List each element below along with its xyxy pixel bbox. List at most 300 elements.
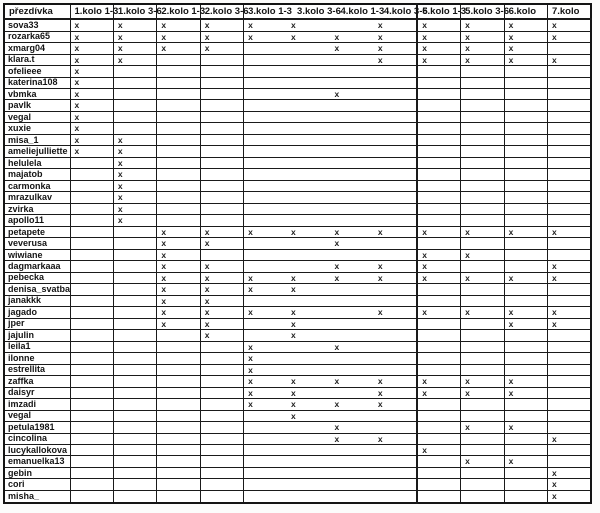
round-mark-cell[interactable]: x <box>374 19 417 31</box>
round-mark-cell[interactable]: x <box>461 272 504 283</box>
round-empty-cell[interactable] <box>244 146 287 157</box>
round-mark-cell[interactable]: x <box>244 307 287 318</box>
round-empty-cell[interactable] <box>417 203 460 214</box>
round-empty-cell[interactable] <box>461 66 504 77</box>
round-empty-cell[interactable] <box>287 467 330 478</box>
round-empty-cell[interactable] <box>547 157 591 168</box>
round-empty-cell[interactable] <box>70 215 113 226</box>
round-empty-cell[interactable] <box>287 422 330 433</box>
round-empty-cell[interactable] <box>287 238 330 249</box>
round-empty-cell[interactable] <box>70 318 113 329</box>
round-empty-cell[interactable] <box>417 180 460 191</box>
round-empty-cell[interactable] <box>244 330 287 341</box>
round-mark-cell[interactable]: x <box>157 284 200 295</box>
round-empty-cell[interactable] <box>374 249 417 260</box>
round-empty-cell[interactable] <box>70 433 113 444</box>
round-empty-cell[interactable] <box>200 387 243 398</box>
round-empty-cell[interactable] <box>504 77 547 88</box>
round-empty-cell[interactable] <box>287 445 330 456</box>
player-name-cell[interactable]: cincolina <box>4 433 70 444</box>
round-empty-cell[interactable] <box>287 203 330 214</box>
round-mark-cell[interactable]: x <box>244 284 287 295</box>
player-name-cell[interactable]: ilonne <box>4 353 70 364</box>
round-empty-cell[interactable] <box>244 111 287 122</box>
round-empty-cell[interactable] <box>504 238 547 249</box>
round-mark-cell[interactable]: x <box>461 376 504 387</box>
round-empty-cell[interactable] <box>330 364 373 375</box>
round-empty-cell[interactable] <box>157 66 200 77</box>
player-name-cell[interactable]: imzadi <box>4 399 70 410</box>
round-empty-cell[interactable] <box>504 330 547 341</box>
round-empty-cell[interactable] <box>547 192 591 203</box>
round-empty-cell[interactable] <box>547 43 591 54</box>
round-empty-cell[interactable] <box>330 215 373 226</box>
round-empty-cell[interactable] <box>504 445 547 456</box>
round-empty-cell[interactable] <box>287 433 330 444</box>
round-mark-cell[interactable]: x <box>504 43 547 54</box>
round-empty-cell[interactable] <box>113 111 156 122</box>
round-mark-cell[interactable]: x <box>113 215 156 226</box>
round-empty-cell[interactable] <box>70 479 113 490</box>
player-name-cell[interactable]: misha_ <box>4 490 70 503</box>
round-mark-cell[interactable]: x <box>113 146 156 157</box>
round-mark-cell[interactable]: x <box>504 272 547 283</box>
round-empty-cell[interactable] <box>113 284 156 295</box>
round-empty-cell[interactable] <box>200 77 243 88</box>
round-empty-cell[interactable] <box>374 341 417 352</box>
round-empty-cell[interactable] <box>200 353 243 364</box>
round-mark-cell[interactable]: x <box>504 54 547 65</box>
round-empty-cell[interactable] <box>547 422 591 433</box>
round-empty-cell[interactable] <box>113 433 156 444</box>
round-mark-cell[interactable]: x <box>461 19 504 31</box>
round-empty-cell[interactable] <box>504 123 547 134</box>
round-empty-cell[interactable] <box>547 100 591 111</box>
round-empty-cell[interactable] <box>157 467 200 478</box>
round-empty-cell[interactable] <box>244 77 287 88</box>
round-empty-cell[interactable] <box>547 146 591 157</box>
round-empty-cell[interactable] <box>547 123 591 134</box>
round-mark-cell[interactable]: x <box>504 19 547 31</box>
round-empty-cell[interactable] <box>330 192 373 203</box>
round-empty-cell[interactable] <box>113 490 156 503</box>
round-mark-cell[interactable]: x <box>113 43 156 54</box>
round-empty-cell[interactable] <box>330 249 373 260</box>
round-empty-cell[interactable] <box>113 445 156 456</box>
round-empty-cell[interactable] <box>287 353 330 364</box>
round-empty-cell[interactable] <box>200 422 243 433</box>
round-empty-cell[interactable] <box>504 433 547 444</box>
round-empty-cell[interactable] <box>374 295 417 306</box>
round-empty-cell[interactable] <box>70 307 113 318</box>
round-empty-cell[interactable] <box>200 88 243 99</box>
round-empty-cell[interactable] <box>244 203 287 214</box>
round-empty-cell[interactable] <box>547 376 591 387</box>
round-empty-cell[interactable] <box>200 479 243 490</box>
round-empty-cell[interactable] <box>244 100 287 111</box>
round-empty-cell[interactable] <box>287 157 330 168</box>
round-mark-cell[interactable]: x <box>113 192 156 203</box>
round-empty-cell[interactable] <box>70 295 113 306</box>
round-empty-cell[interactable] <box>374 134 417 145</box>
round-mark-cell[interactable]: x <box>244 364 287 375</box>
round-empty-cell[interactable] <box>287 146 330 157</box>
round-empty-cell[interactable] <box>287 43 330 54</box>
player-name-cell[interactable]: carmonka <box>4 180 70 191</box>
round-empty-cell[interactable] <box>461 399 504 410</box>
round-empty-cell[interactable] <box>244 445 287 456</box>
round-empty-cell[interactable] <box>287 341 330 352</box>
round-mark-cell[interactable]: x <box>330 226 373 237</box>
round-empty-cell[interactable] <box>113 318 156 329</box>
round-empty-cell[interactable] <box>244 66 287 77</box>
round-empty-cell[interactable] <box>287 123 330 134</box>
round-mark-cell[interactable]: x <box>417 387 460 398</box>
round-empty-cell[interactable] <box>461 88 504 99</box>
round-empty-cell[interactable] <box>461 261 504 272</box>
round-empty-cell[interactable] <box>287 134 330 145</box>
round-mark-cell[interactable]: x <box>374 54 417 65</box>
round-empty-cell[interactable] <box>330 169 373 180</box>
round-empty-cell[interactable] <box>330 387 373 398</box>
round-mark-cell[interactable]: x <box>113 203 156 214</box>
player-name-cell[interactable]: vegal <box>4 111 70 122</box>
round-empty-cell[interactable] <box>461 445 504 456</box>
round-mark-cell[interactable]: x <box>417 307 460 318</box>
round-empty-cell[interactable] <box>287 88 330 99</box>
round-column-header[interactable]: 3.kolo 1-3 <box>244 4 287 19</box>
round-mark-cell[interactable]: x <box>461 387 504 398</box>
round-empty-cell[interactable] <box>374 123 417 134</box>
round-column-header[interactable]: 1.kolo 3-6 <box>113 4 156 19</box>
round-empty-cell[interactable] <box>157 445 200 456</box>
round-empty-cell[interactable] <box>547 180 591 191</box>
round-empty-cell[interactable] <box>113 364 156 375</box>
round-empty-cell[interactable] <box>113 66 156 77</box>
round-empty-cell[interactable] <box>157 180 200 191</box>
round-empty-cell[interactable] <box>113 238 156 249</box>
round-mark-cell[interactable]: x <box>200 19 243 31</box>
player-name-cell[interactable]: veverusa <box>4 238 70 249</box>
round-mark-cell[interactable]: x <box>374 43 417 54</box>
round-empty-cell[interactable] <box>417 295 460 306</box>
round-empty-cell[interactable] <box>417 479 460 490</box>
round-mark-cell[interactable]: x <box>504 226 547 237</box>
round-empty-cell[interactable] <box>70 399 113 410</box>
round-empty-cell[interactable] <box>70 157 113 168</box>
round-empty-cell[interactable] <box>547 445 591 456</box>
round-empty-cell[interactable] <box>157 330 200 341</box>
round-mark-cell[interactable]: x <box>70 111 113 122</box>
round-empty-cell[interactable] <box>330 410 373 421</box>
round-mark-cell[interactable]: x <box>70 100 113 111</box>
player-name-cell[interactable]: pebecka <box>4 272 70 283</box>
round-mark-cell[interactable]: x <box>200 272 243 283</box>
round-empty-cell[interactable] <box>157 215 200 226</box>
round-empty-cell[interactable] <box>374 180 417 191</box>
round-mark-cell[interactable]: x <box>287 410 330 421</box>
round-empty-cell[interactable] <box>287 169 330 180</box>
round-mark-cell[interactable]: x <box>374 226 417 237</box>
player-name-cell[interactable]: mrazulkav <box>4 192 70 203</box>
round-mark-cell[interactable]: x <box>547 318 591 329</box>
round-empty-cell[interactable] <box>287 77 330 88</box>
round-empty-cell[interactable] <box>374 238 417 249</box>
round-empty-cell[interactable] <box>330 445 373 456</box>
round-mark-cell[interactable]: x <box>113 54 156 65</box>
round-empty-cell[interactable] <box>547 134 591 145</box>
round-mark-cell[interactable]: x <box>70 19 113 31</box>
round-empty-cell[interactable] <box>374 66 417 77</box>
player-name-cell[interactable]: petapete <box>4 226 70 237</box>
round-mark-cell[interactable]: x <box>504 318 547 329</box>
round-empty-cell[interactable] <box>374 88 417 99</box>
round-empty-cell[interactable] <box>200 410 243 421</box>
round-mark-cell[interactable]: x <box>200 318 243 329</box>
round-mark-cell[interactable]: x <box>461 226 504 237</box>
round-mark-cell[interactable]: x <box>547 226 591 237</box>
round-mark-cell[interactable]: x <box>70 123 113 134</box>
round-mark-cell[interactable]: x <box>547 490 591 503</box>
round-empty-cell[interactable] <box>374 284 417 295</box>
round-empty-cell[interactable] <box>200 157 243 168</box>
round-empty-cell[interactable] <box>70 192 113 203</box>
round-empty-cell[interactable] <box>287 180 330 191</box>
round-mark-cell[interactable]: x <box>547 479 591 490</box>
round-empty-cell[interactable] <box>504 284 547 295</box>
round-mark-cell[interactable]: x <box>244 226 287 237</box>
round-empty-cell[interactable] <box>70 490 113 503</box>
round-mark-cell[interactable]: x <box>70 134 113 145</box>
round-empty-cell[interactable] <box>374 410 417 421</box>
round-empty-cell[interactable] <box>504 146 547 157</box>
round-mark-cell[interactable]: x <box>157 43 200 54</box>
round-empty-cell[interactable] <box>113 353 156 364</box>
round-empty-cell[interactable] <box>330 66 373 77</box>
round-mark-cell[interactable]: x <box>461 249 504 260</box>
round-empty-cell[interactable] <box>113 249 156 260</box>
round-empty-cell[interactable] <box>330 123 373 134</box>
round-empty-cell[interactable] <box>330 100 373 111</box>
round-empty-cell[interactable] <box>200 364 243 375</box>
player-name-cell[interactable]: lucykallokova <box>4 445 70 456</box>
round-empty-cell[interactable] <box>287 215 330 226</box>
round-empty-cell[interactable] <box>70 341 113 352</box>
round-empty-cell[interactable] <box>157 203 200 214</box>
round-empty-cell[interactable] <box>200 146 243 157</box>
round-empty-cell[interactable] <box>157 157 200 168</box>
player-name-cell[interactable]: gebin <box>4 467 70 478</box>
round-empty-cell[interactable] <box>374 146 417 157</box>
round-column-header[interactable]: 4.kolo 3-6 <box>374 4 417 19</box>
round-mark-cell[interactable]: x <box>547 433 591 444</box>
round-empty-cell[interactable] <box>504 134 547 145</box>
round-empty-cell[interactable] <box>244 134 287 145</box>
player-name-cell[interactable]: vbmka <box>4 88 70 99</box>
round-mark-cell[interactable]: x <box>287 226 330 237</box>
round-empty-cell[interactable] <box>70 284 113 295</box>
round-empty-cell[interactable] <box>330 284 373 295</box>
round-mark-cell[interactable]: x <box>461 43 504 54</box>
round-mark-cell[interactable]: x <box>330 433 373 444</box>
round-empty-cell[interactable] <box>417 399 460 410</box>
round-empty-cell[interactable] <box>417 364 460 375</box>
round-empty-cell[interactable] <box>461 215 504 226</box>
round-empty-cell[interactable] <box>200 215 243 226</box>
round-mark-cell[interactable]: x <box>374 272 417 283</box>
round-mark-cell[interactable]: x <box>461 307 504 318</box>
round-mark-cell[interactable]: x <box>330 261 373 272</box>
player-name-cell[interactable]: ameliejulliette <box>4 146 70 157</box>
round-empty-cell[interactable] <box>504 215 547 226</box>
round-mark-cell[interactable]: x <box>504 422 547 433</box>
round-empty-cell[interactable] <box>330 479 373 490</box>
round-empty-cell[interactable] <box>547 330 591 341</box>
round-mark-cell[interactable]: x <box>504 387 547 398</box>
round-empty-cell[interactable] <box>200 376 243 387</box>
round-mark-cell[interactable]: x <box>287 31 330 42</box>
round-empty-cell[interactable] <box>461 134 504 145</box>
round-column-header[interactable]: 1.kolo 1-3 <box>70 4 113 19</box>
player-name-cell[interactable]: daisyr <box>4 387 70 398</box>
round-empty-cell[interactable] <box>70 238 113 249</box>
round-empty-cell[interactable] <box>244 180 287 191</box>
round-empty-cell[interactable] <box>287 456 330 467</box>
round-empty-cell[interactable] <box>244 467 287 478</box>
round-empty-cell[interactable] <box>113 100 156 111</box>
round-empty-cell[interactable] <box>157 77 200 88</box>
round-empty-cell[interactable] <box>157 490 200 503</box>
player-name-cell[interactable]: jagado <box>4 307 70 318</box>
round-mark-cell[interactable]: x <box>113 31 156 42</box>
round-empty-cell[interactable] <box>157 54 200 65</box>
round-empty-cell[interactable] <box>461 111 504 122</box>
round-empty-cell[interactable] <box>417 111 460 122</box>
round-empty-cell[interactable] <box>157 88 200 99</box>
player-name-cell[interactable]: jajulin <box>4 330 70 341</box>
round-empty-cell[interactable] <box>200 490 243 503</box>
round-column-header[interactable]: 4.kolo 1-3 <box>330 4 373 19</box>
round-mark-cell[interactable]: x <box>374 387 417 398</box>
round-empty-cell[interactable] <box>417 456 460 467</box>
player-name-cell[interactable]: xmarg04 <box>4 43 70 54</box>
round-mark-cell[interactable]: x <box>374 433 417 444</box>
round-mark-cell[interactable]: x <box>157 307 200 318</box>
round-mark-cell[interactable]: x <box>113 157 156 168</box>
round-empty-cell[interactable] <box>417 341 460 352</box>
round-empty-cell[interactable] <box>287 261 330 272</box>
round-empty-cell[interactable] <box>244 456 287 467</box>
round-mark-cell[interactable]: x <box>244 31 287 42</box>
round-empty-cell[interactable] <box>504 111 547 122</box>
player-name-cell[interactable]: estrellita <box>4 364 70 375</box>
round-empty-cell[interactable] <box>157 100 200 111</box>
round-empty-cell[interactable] <box>374 445 417 456</box>
round-empty-cell[interactable] <box>287 111 330 122</box>
round-empty-cell[interactable] <box>417 192 460 203</box>
round-mark-cell[interactable]: x <box>417 272 460 283</box>
round-mark-cell[interactable]: x <box>374 261 417 272</box>
round-empty-cell[interactable] <box>200 445 243 456</box>
round-empty-cell[interactable] <box>374 422 417 433</box>
round-empty-cell[interactable] <box>200 180 243 191</box>
round-mark-cell[interactable]: x <box>287 307 330 318</box>
round-empty-cell[interactable] <box>547 456 591 467</box>
round-mark-cell[interactable]: x <box>157 272 200 283</box>
round-empty-cell[interactable] <box>374 456 417 467</box>
round-empty-cell[interactable] <box>461 341 504 352</box>
round-empty-cell[interactable] <box>547 284 591 295</box>
round-empty-cell[interactable] <box>504 364 547 375</box>
round-empty-cell[interactable] <box>461 295 504 306</box>
round-empty-cell[interactable] <box>417 100 460 111</box>
round-empty-cell[interactable] <box>461 330 504 341</box>
round-empty-cell[interactable] <box>547 399 591 410</box>
round-empty-cell[interactable] <box>330 111 373 122</box>
player-name-cell[interactable]: xuxie <box>4 123 70 134</box>
round-empty-cell[interactable] <box>70 445 113 456</box>
round-empty-cell[interactable] <box>113 261 156 272</box>
round-mark-cell[interactable]: x <box>330 43 373 54</box>
player-name-cell[interactable]: petula1981 <box>4 422 70 433</box>
round-empty-cell[interactable] <box>417 169 460 180</box>
round-empty-cell[interactable] <box>547 364 591 375</box>
round-empty-cell[interactable] <box>200 66 243 77</box>
round-empty-cell[interactable] <box>244 433 287 444</box>
round-empty-cell[interactable] <box>330 146 373 157</box>
round-empty-cell[interactable] <box>200 192 243 203</box>
round-mark-cell[interactable]: x <box>200 43 243 54</box>
round-empty-cell[interactable] <box>374 157 417 168</box>
round-column-header[interactable]: 7.kolo <box>547 4 591 19</box>
round-mark-cell[interactable]: x <box>157 318 200 329</box>
round-mark-cell[interactable]: x <box>547 272 591 283</box>
round-empty-cell[interactable] <box>200 456 243 467</box>
round-empty-cell[interactable] <box>461 353 504 364</box>
round-empty-cell[interactable] <box>200 123 243 134</box>
round-empty-cell[interactable] <box>70 203 113 214</box>
round-mark-cell[interactable]: x <box>374 399 417 410</box>
round-empty-cell[interactable] <box>461 77 504 88</box>
round-empty-cell[interactable] <box>504 88 547 99</box>
round-mark-cell[interactable]: x <box>157 238 200 249</box>
round-empty-cell[interactable] <box>113 226 156 237</box>
round-empty-cell[interactable] <box>417 123 460 134</box>
player-name-cell[interactable]: zaffka <box>4 376 70 387</box>
player-name-cell[interactable]: dagmarkaaa <box>4 261 70 272</box>
round-empty-cell[interactable] <box>244 88 287 99</box>
player-name-cell[interactable]: misa_1 <box>4 134 70 145</box>
round-column-header[interactable]: 2.kolo 1-3 <box>157 4 200 19</box>
round-empty-cell[interactable] <box>244 238 287 249</box>
player-name-cell[interactable]: denisa_svatba <box>4 284 70 295</box>
round-empty-cell[interactable] <box>374 111 417 122</box>
round-mark-cell[interactable]: x <box>287 387 330 398</box>
round-empty-cell[interactable] <box>417 410 460 421</box>
round-empty-cell[interactable] <box>547 169 591 180</box>
round-empty-cell[interactable] <box>504 180 547 191</box>
round-empty-cell[interactable] <box>113 295 156 306</box>
round-empty-cell[interactable] <box>113 341 156 352</box>
round-mark-cell[interactable]: x <box>287 19 330 31</box>
round-mark-cell[interactable]: x <box>200 307 243 318</box>
round-empty-cell[interactable] <box>113 410 156 421</box>
round-empty-cell[interactable] <box>287 54 330 65</box>
player-name-cell[interactable]: pavlk <box>4 100 70 111</box>
round-empty-cell[interactable] <box>200 111 243 122</box>
round-empty-cell[interactable] <box>70 410 113 421</box>
round-empty-cell[interactable] <box>157 123 200 134</box>
